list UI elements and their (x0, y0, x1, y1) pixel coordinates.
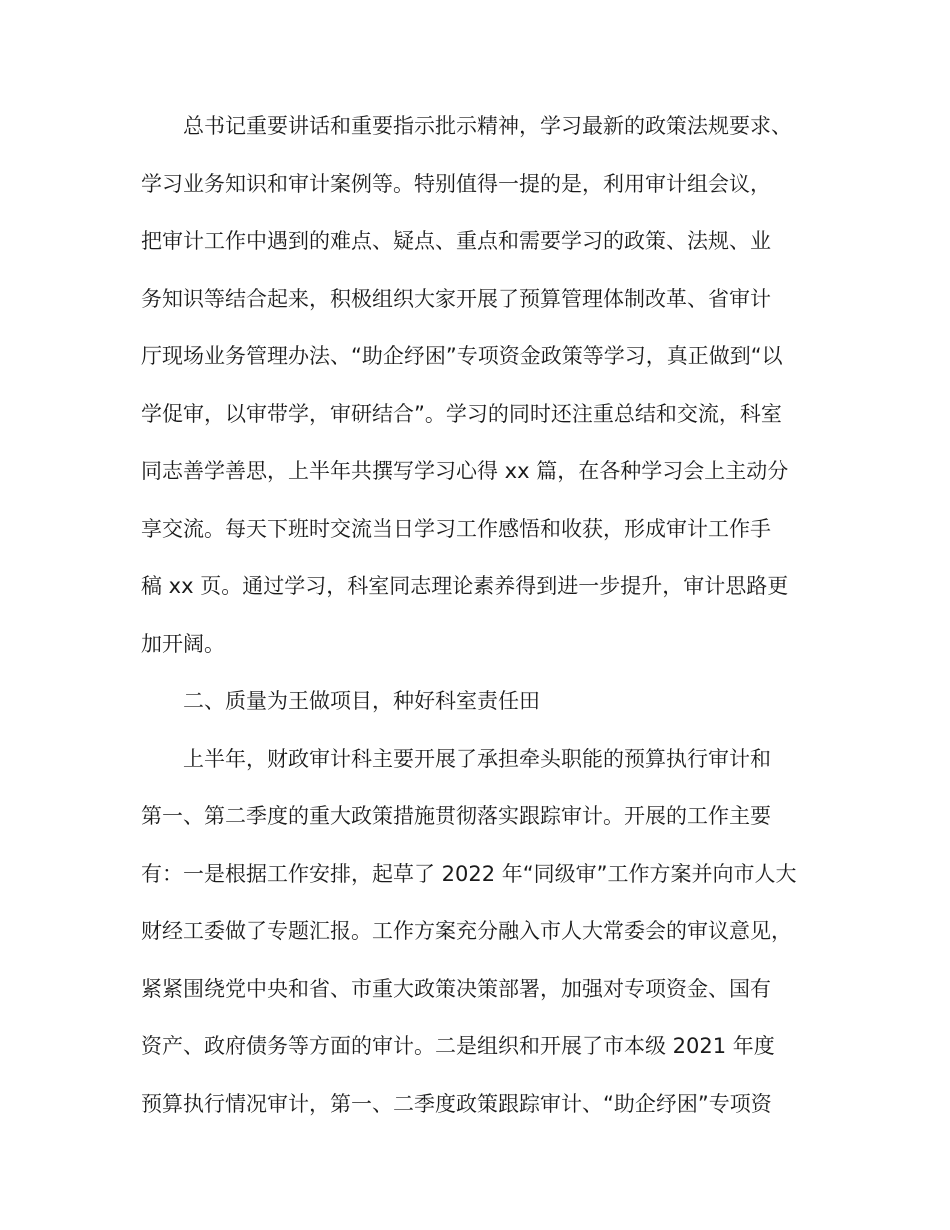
paragraph-line: 稿 xx 页。通过学习，科室同志理论素养得到进一步提升，审计思路更 (141, 574, 789, 598)
paragraph-line: 同志善学善思，上半年共撰写学习心得 xx 篇，在各种学习会上主动分 (141, 459, 789, 483)
paragraph-line: 学促审，以审带学，审研结合”。学习的同时还注重总结和交流，科室 (141, 401, 782, 426)
paragraph-line: 学习业务知识和审计案例等。特别值得一提的是，利用审计组会议， (141, 171, 771, 196)
paragraph-line: 资产、政府债务等方面的审计。二是组织和开展了市本级 2021 年度 (141, 1034, 775, 1058)
paragraph-line: 紧紧围绕党中央和省、市重大政策决策部署，加强对专项资金、国有 (141, 976, 771, 1001)
paragraph-line: 有：一是根据工作安排，起草了 2022 年“同级审”工作方案并向市人大 (141, 861, 797, 886)
paragraph-line: 把审计工作中遇到的难点、疑点、重点和需要学习的政策、法规、业 (141, 229, 771, 253)
paragraph-line: 厅现场业务管理办法、“助企纾困”专项资金政策等学习，真正做到“以 (141, 344, 783, 368)
paragraph-line: 享交流。每天下班时交流当日学习工作感悟和收获，形成审计工作手 (141, 516, 771, 541)
paragraph-line: 财经工委做了专题汇报。工作方案充分融入市人大常委会的审议意见， (141, 919, 792, 943)
paragraph-line: 上半年，财政审计科主要开展了承担牵头职能的预算执行审计和 (183, 746, 771, 771)
section-heading: 二、质量为王做项目，种好科室责任田 (183, 689, 540, 713)
paragraph-line: 务知识等结合起来，积极组织大家开展了预算管理体制改革、省审计 (141, 286, 771, 311)
paragraph-line: 加开阔。 (141, 631, 225, 656)
paragraph-line: 第一、第二季度的重大政策措施贯彻落实跟踪审计。开展的工作主要 (141, 804, 771, 828)
paragraph-line: 总书记重要讲话和重要指示批示精神，学习最新的政策法规要求、 (183, 114, 792, 138)
document-body (141, 98, 821, 1133)
paragraph-line: 预算执行情况审计，第一、二季度政策跟踪审计、“助企纾困”专项资 (141, 1091, 772, 1116)
